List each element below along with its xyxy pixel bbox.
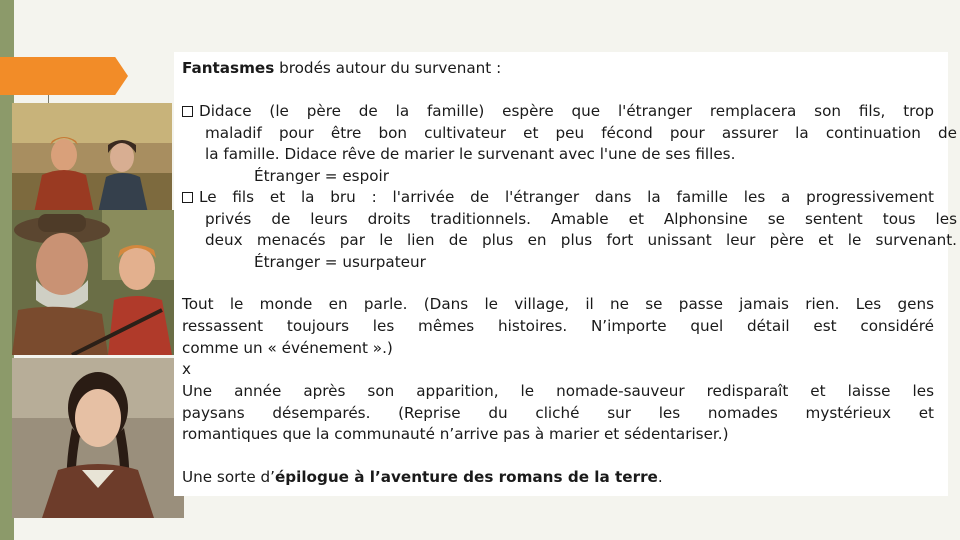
- bullet-2-equation: Étranger = usurpateur: [254, 252, 426, 271]
- heading-rest: brodés autour du survenant :: [274, 59, 502, 77]
- closing-bold: épilogue à l’aventure des romans de la terre: [274, 468, 658, 486]
- para-2-line-3: romantiques que la communauté n’arrive pas à marier et sédentariser.): [182, 425, 729, 443]
- bullet-1-line-3: la famille. Didace rêve de marier le survenant avec l'une de ses filles.: [205, 145, 736, 163]
- photo-woman-braids: [12, 358, 184, 518]
- para-2-line-2: paysans désemparés. (Reprise du cliché sur les nomades mystérieux et: [182, 403, 934, 422]
- x-mark: x: [182, 360, 191, 378]
- photo-couple-outdoors: [12, 103, 172, 213]
- bullet-1-line-2: maladif pour être bon cultivateur et peu fécond pour assurer la continuation de: [205, 123, 957, 142]
- bullet-1-equation: Étranger = espoir: [254, 166, 389, 185]
- bullet-2-line-2: privés de leurs droits traditionnels. Amable et Alphonsine se sentent tous les: [205, 209, 957, 228]
- checkbox-bullet-icon: [182, 106, 193, 117]
- para-1-line-1: Tout le monde en parle. (Dans le village, il ne se passe jamais rien. Les gens: [182, 295, 934, 313]
- closing-line: Une sorte d’épilogue à l’aventure des romans de la terre.: [182, 468, 663, 486]
- photo-men-with-hat: [12, 210, 184, 355]
- para-2-line-1: Une année après son apparition, le nomade-sauveur redisparaît et laisse les: [182, 382, 934, 400]
- para-1-line-3: comme un « événement ».): [182, 338, 393, 357]
- para-1-line-2: ressassent toujours les mêmes histoires. N’importe quel détail est considéré: [182, 317, 934, 335]
- checkbox-bullet-icon: [182, 192, 193, 203]
- heading-bold: Fantasmes: [182, 59, 275, 77]
- orange-arrow-shape: [0, 57, 128, 95]
- bullet-2-line-3: deux menacés par le lien de plus en plus fort unissant leur père et le survenant.: [205, 231, 957, 249]
- bullet-2-line-1: Le fils et la bru : l'arrivée de l'étranger dans la famille les a progressivement: [182, 187, 934, 209]
- bullet-1-line-1: Didace (le père de la famille) espère que l'étranger remplacera son fils, trop: [182, 101, 934, 123]
- slide-heading: [182, 58, 934, 80]
